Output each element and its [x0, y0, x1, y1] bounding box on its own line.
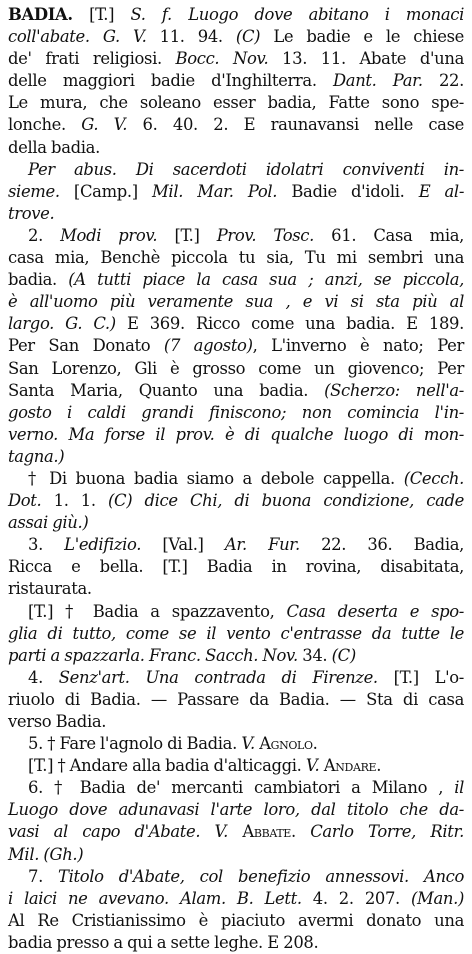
text-line [8, 888, 464, 910]
text-run: 61. Casa mia, [314, 225, 464, 245]
text-line [8, 335, 464, 357]
text-run: i laici ne avevano. Alam. B. Lett. [8, 888, 302, 908]
text-run: Senz'art. Una contrada di Firenze. [58, 667, 378, 687]
text-run: badia. [8, 270, 69, 290]
text-run: Al Re Cristianissimo è piaciuto avermi donato una [8, 910, 464, 930]
text-run: 6. 40. 2. E raunavansi nelle case [127, 115, 464, 135]
text-line [8, 92, 464, 114]
text-run: (Scherzo: nell'a- [324, 380, 464, 400]
text-run [296, 822, 310, 841]
text-run: [Camp.] [59, 181, 152, 201]
text-run: (Man.) [410, 888, 464, 908]
text-line [8, 203, 464, 225]
text-run: lonche. [8, 115, 82, 135]
text-line [8, 556, 464, 578]
text-run: parti a spazzarla. Franc. Sacch. Nov. [8, 645, 298, 665]
text-line [8, 534, 464, 556]
text-run: vasi al capo d'Abate. V. [8, 822, 229, 842]
text-run: coll'abate. G. V. [8, 27, 147, 47]
text-run: tagna.) [8, 446, 65, 466]
text-run: largo. G. C.) [8, 314, 116, 334]
text-run: Dant. Par. [332, 71, 423, 91]
text-line [8, 733, 464, 755]
text-run: verso Badia. [8, 712, 107, 731]
text-line [8, 247, 464, 269]
text-line [8, 667, 464, 689]
text-line [8, 402, 464, 424]
text-run: 6. † Badia de' mercanti cambiatori a Milano , [28, 778, 455, 798]
text-run: 13. 11. Abate d'una [268, 49, 465, 69]
text-run: 34. [297, 645, 332, 665]
text-line [8, 866, 464, 888]
text-run: de' frati religiosi. [8, 49, 176, 69]
text-run: Carlo Torre, Ritr. [310, 822, 464, 842]
text-run: verno. Ma forse il prov. è di qualche luogo di mon- [8, 424, 464, 444]
text-line [8, 424, 464, 446]
text-run: casa mia, Benchè piccola tu sia, Tu mi sembri una [8, 248, 464, 268]
text-line [8, 689, 464, 711]
text-run: San Lorenzo, Gli è grosso come un giovenco; Per [8, 358, 464, 378]
text-run: , L'inverno è nato; Per [252, 336, 464, 356]
text-line [8, 181, 464, 203]
text-line [8, 601, 464, 623]
text-run: 4. [28, 667, 59, 687]
text-run: E 369. Ricco come una badia. E 189. [115, 314, 464, 334]
text-run: il [454, 778, 464, 798]
text-run: Dot. [8, 491, 42, 511]
text-run: [Val.] [141, 535, 225, 555]
text-run: † Di buona badia siamo a debole cappella. [28, 468, 404, 488]
text-line [8, 313, 464, 335]
text-run: Prov. Tosc. [216, 225, 314, 245]
text-run: assai giù.) [8, 513, 89, 533]
text-run: ristaurata. [8, 579, 92, 599]
text-run: (C) [235, 27, 261, 47]
text-run: Titolo d'Abate, col benefizio annessovi. Anco [58, 866, 464, 886]
text-run: [T.] † Badia a spazzavento, [28, 601, 287, 621]
text-line [8, 490, 464, 512]
text-line [8, 269, 464, 291]
text-line [8, 821, 464, 843]
text-run: V. [241, 734, 255, 754]
text-run: badia presso a qui a sette leghe. E 208. [8, 932, 319, 952]
text-run: 7. [28, 866, 59, 886]
text-run: Per abus. Di sacerdoti idolatri conviventi in- [28, 159, 464, 179]
text-line [8, 932, 464, 954]
text-line [8, 711, 464, 733]
text-run: sieme. [8, 181, 60, 201]
text-run: Mil. (Gh.) [8, 844, 84, 864]
text-run: Modi prov. [60, 225, 158, 245]
text-run: (C) [331, 645, 356, 665]
text-run: (A tutti piace la casa sua ; anzi, se piccola, [68, 270, 464, 290]
text-run: Per San Donato [8, 336, 164, 356]
text-run: 22. 36. Badia, [299, 535, 464, 555]
text-run: Le badie e le chiese [260, 27, 464, 47]
text-line [8, 380, 464, 402]
text-line [8, 4, 464, 26]
text-run: Andare. [323, 756, 382, 776]
text-line [8, 844, 464, 866]
text-line [8, 910, 464, 932]
text-run: [T.] † Andare alla badia d'alticaggi. [28, 756, 306, 776]
text-run: 3. [28, 535, 65, 555]
text-run: Casa deserta e spo- [286, 601, 464, 621]
text-run: V. [305, 756, 320, 776]
text-run: 22. [422, 71, 464, 91]
text-line [8, 446, 464, 468]
text-line [8, 358, 464, 380]
text-run: trove. [8, 203, 55, 223]
text-run: Bocc. Nov. [175, 49, 269, 69]
text-run: 4. 2. 207. [301, 888, 411, 908]
text-run: 1. 1. [41, 491, 108, 511]
text-run: Mil. Mar. Pol. [152, 181, 278, 201]
text-run: glia di tutto, come se il vento c'entrasse da tutte le [8, 623, 464, 643]
text-run: S. f. Luogo dove abitano i monaci [130, 5, 464, 24]
text-run: Agnolo. [259, 734, 318, 754]
text-run: Ar. Fur. [224, 535, 300, 555]
text-line [8, 645, 464, 667]
text-run: [T.] [72, 5, 131, 24]
text-run: Luogo dove adunavasi l'arte loro, dal titolo che da- [8, 800, 464, 820]
text-line [8, 578, 464, 600]
text-line [8, 468, 464, 490]
text-line [8, 159, 464, 181]
text-run: E al- [418, 181, 465, 201]
text-run: G. V. [81, 115, 128, 135]
text-run: 2. [28, 225, 61, 245]
text-run: delle maggiori badie d'Inghilterra. [8, 71, 333, 91]
text-line [8, 623, 464, 645]
text-line [8, 291, 464, 313]
text-line [8, 755, 464, 777]
text-run: (7 agosto) [163, 336, 253, 356]
text-run: (C) dice Chi, di buona condizione, cade [107, 491, 464, 511]
text-line [8, 70, 464, 92]
text-run: Badie d'idoli. [277, 181, 419, 201]
text-line [8, 512, 464, 534]
text-line [8, 137, 464, 159]
text-run: riuolo di Badia. — Passare da Badia. — Sta di casa [8, 689, 464, 709]
text-run: [T.] L'o- [377, 667, 464, 687]
text-run: [T.] [157, 225, 217, 245]
text-run: (Cecch. [403, 468, 464, 488]
text-run: della badia. [8, 137, 100, 157]
text-line [8, 225, 464, 247]
text-run: Ricca e bella. [T.] Badia in rovina, disabitata, [8, 557, 464, 577]
text-line [8, 777, 464, 799]
text-line [8, 48, 464, 70]
text-run: è all'uomo più veramente sua , e vi si sta più al [8, 292, 464, 312]
text-run: 5. † Fare l'agnolo di Badia. [28, 734, 242, 754]
text-run: gosto i caldi grandi finiscono; non comincia l'in- [8, 402, 464, 422]
text-run: Abbate. [242, 822, 296, 842]
text-line [8, 799, 464, 821]
text-run: 11. 94. [146, 27, 236, 47]
text-run: Santa Maria, Quanto una badia. [8, 380, 325, 400]
text-line [8, 26, 464, 48]
text-run: Le mura, che soleano esser badia, Fatte sono spe- [8, 93, 464, 113]
headword: BADIA. [8, 5, 73, 24]
text-run [228, 822, 242, 841]
text-line [8, 114, 464, 136]
text-run: L'edifizio. [64, 535, 142, 555]
